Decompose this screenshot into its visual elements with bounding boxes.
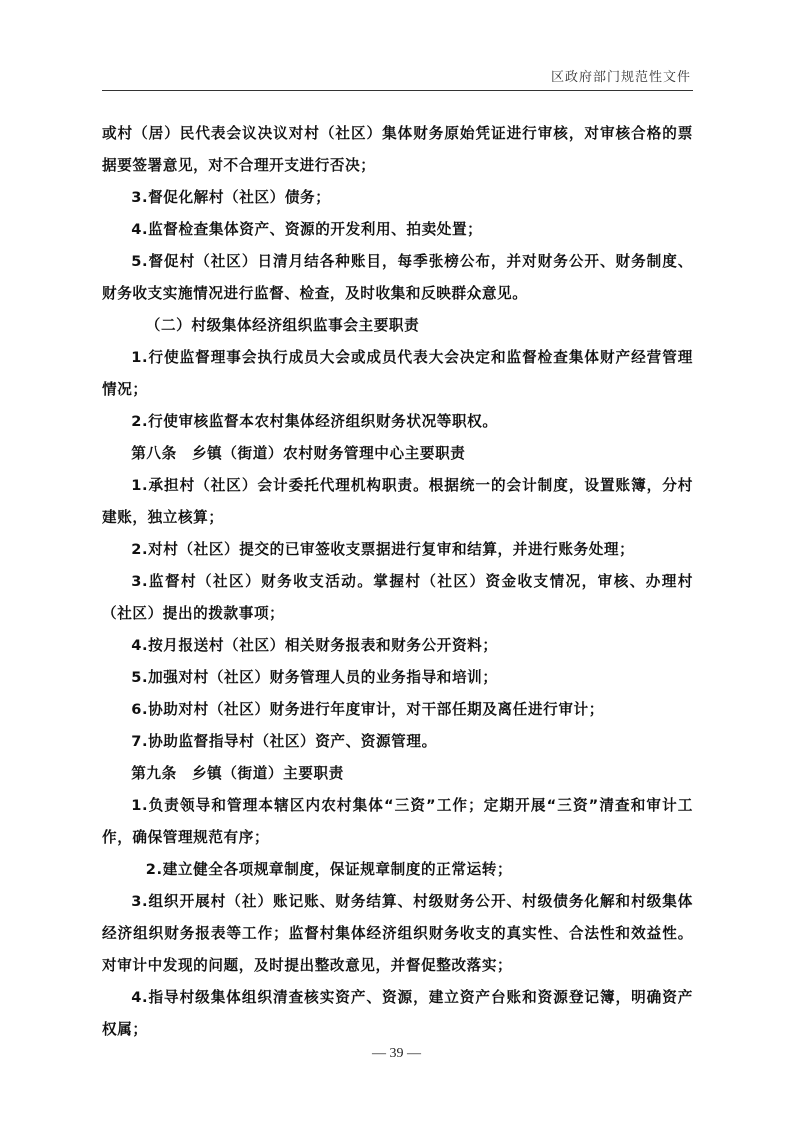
paragraph-item-3-debt: 3.督促化解村（社区）债务； [131,189,331,206]
paragraph-article-8-item-6: 6.协助对村（社区）财务进行年度审计，对干部任期及离任进行审计； [131,701,604,718]
header-title: 区政府部门规范性文件 [550,70,691,85]
section-heading-supervisory-board: （二）村级集体经济组织监事会主要职责 [145,317,420,334]
paragraph-item-5-accounts: 5.督促村（社区）日清月结各种账目，每季张榜公布，并对财务公开、财务制度、财务收支实施情况进行监督、检查，及时收集和反映群众意见。 [102,253,693,302]
paragraph-article-8-item-7: 7.协助监督指导村（社区）资产、资源管理。 [131,733,437,750]
paragraph-board-item-2: 2.行使审核监督本农村集体经济组织财务状况等职权。 [131,413,498,430]
paragraph-article-9-item-4: 4.指导村级集体组织清查核实资产、资源，建立资产台账和资源登记簿，明确资产权属； [102,989,693,1038]
article-8-heading: 第八条 乡镇（街道）农村财务管理中心主要职责 [131,445,466,462]
article-9-heading: 第九条 乡镇（街道）主要职责 [131,765,344,782]
paragraph-article-8-item-1: 1.承担村（社区）会计委托代理机构职责。根据统一的会计制度，设置账簿，分村建账，独立核算； [102,477,693,526]
document-body [102,118,693,1046]
paragraph-article-8-item-5: 5.加强对村（社区）财务管理人员的业务指导和培训； [131,669,498,686]
paragraph-continuation: 或村（居）民代表会议决议对村（社区）集体财务原始凭证进行审核，对审核合格的票据要签署意见，对不合理开支进行否决； [102,125,693,174]
page-number: — 39 — [372,1046,421,1061]
paragraph-article-8-item-2: 2.对村（社区）提交的已审签收支票据进行复审和结算，并进行账务处理； [131,541,635,558]
paragraph-article-8-item-3: 3.监督村（社区）财务收支活动。掌握村（社区）资金收支情况，审核、办理村（社区）提出的拨款事项； [102,573,693,622]
paragraph-article-9-item-2: 2.建立健全各项规章制度，保证规章制度的正常运转； [145,861,513,878]
paragraph-board-item-1: 1.行使监督理事会执行成员大会或成员代表大会决定和监督检查集体财产经营管理情况； [102,349,693,398]
paragraph-article-9-item-3: 3.组织开展村（社）账记账、财务结算、村级财务公开、村级债务化解和村级集体经济组织财务报表等工作；监督村集体经济组织财务收支的真实性、合法性和效益性。对审计中发现的问题，及时提出整改意见，并督促整改落实； [102,893,693,974]
paragraph-article-9-item-1: 1.负责领导和管理本辖区内农村集体“三资”工作；定期开展“三资”清查和审计工作，确保管理规范有序； [102,797,693,846]
paragraph-item-4-assets: 4.监督检查集体资产、资源的开发利用、拍卖处置； [131,221,483,238]
header-divider [102,90,693,91]
paragraph-article-8-item-4: 4.按月报送村（社区）相关财务报表和财务公开资料； [131,637,498,654]
